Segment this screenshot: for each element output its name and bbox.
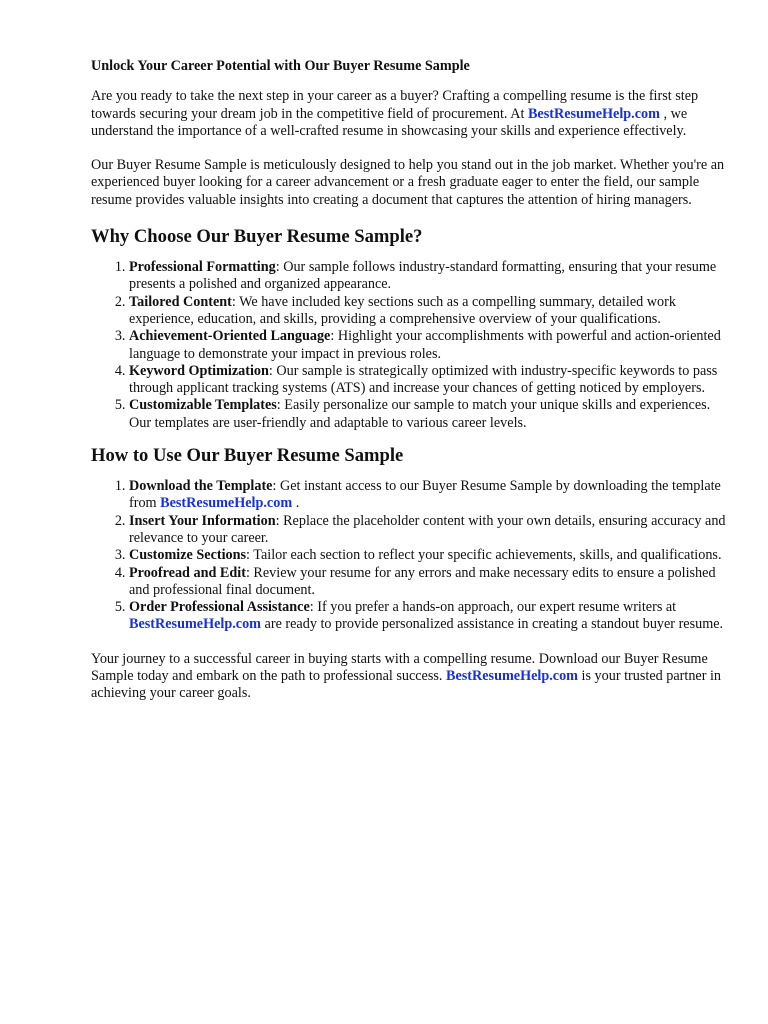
list-item bbox=[129, 294, 729, 329]
document-page bbox=[91, 58, 729, 703]
item-term: Keyword Optimization bbox=[129, 362, 269, 379]
item-term: Order Professional Assistance bbox=[129, 599, 310, 616]
site-link[interactable]: BestResumeHelp.com bbox=[160, 495, 293, 512]
item-term: Customizable Templates bbox=[129, 397, 277, 414]
item-term: Customize Sections bbox=[129, 547, 247, 564]
benefits-list bbox=[91, 259, 729, 432]
list-item bbox=[129, 397, 729, 432]
site-link[interactable]: BestResumeHelp.com bbox=[446, 668, 578, 685]
list-item bbox=[129, 478, 729, 513]
item-text-after: . bbox=[292, 495, 300, 512]
list-item bbox=[129, 363, 729, 398]
intro-text-1: Are you ready to take the next step in your career as a buyer? Crafting a compelling resume is the first step towards securing your dream job in the competitive field of procurement. At bbox=[91, 88, 699, 122]
item-term: Professional Formatting bbox=[129, 259, 276, 276]
item-text: : We have included key sections such as a compelling summary, detailed work experience, education, and skills, providing a comprehensive overview of your qualifications. bbox=[129, 293, 676, 327]
item-text: : Get instant access to our Buyer Resume Sample by downloading the template from bbox=[129, 478, 721, 512]
section-heading-how: How to Use Our Buyer Resume Sample bbox=[91, 445, 404, 467]
list-item bbox=[129, 328, 729, 363]
steps-list bbox=[91, 478, 729, 634]
list-item bbox=[129, 547, 729, 564]
closing-text-2: is your trusted partner in achieving your career goals. bbox=[91, 668, 722, 702]
item-term: Tailored Content bbox=[129, 293, 232, 310]
item-text: : Tailor each section to reflect your specific achievements, skills, and qualifications. bbox=[246, 547, 722, 564]
item-text: : Easily personalize our sample to match your unique skills and experiences. Our templates are user-friendly and adaptable to various career levels. bbox=[129, 397, 711, 431]
item-term: Insert Your Information bbox=[129, 512, 276, 529]
item-term: Proofread and Edit bbox=[129, 564, 246, 581]
item-text: : Our sample follows industry-standard formatting, ensuring that your resume presents a polished and organized appearance. bbox=[129, 259, 717, 293]
site-link[interactable]: BestResumeHelp.com bbox=[527, 105, 660, 122]
item-text: : Replace the placeholder content with your own details, ensuring accuracy and relevance to your career. bbox=[129, 512, 726, 546]
item-text: : If you prefer a hands-on approach, our expert resume writers at bbox=[309, 599, 677, 616]
list-item bbox=[129, 599, 729, 634]
closing-paragraph bbox=[91, 651, 729, 703]
item-text: : Review your resume for any errors and make necessary edits to ensure a polished and professional final document. bbox=[129, 564, 716, 598]
intro-text-2: , we understand the importance of a well-crafted resume in showcasing your skills and experience effectively. bbox=[91, 105, 688, 139]
list-item bbox=[129, 513, 729, 548]
list-item bbox=[129, 259, 729, 294]
site-link[interactable]: BestResumeHelp.com bbox=[129, 616, 261, 633]
list-item bbox=[129, 565, 729, 600]
item-text-after: are ready to provide personalized assistance in creating a standout buyer resume. bbox=[261, 616, 724, 633]
item-term: Achievement-Oriented Language bbox=[129, 328, 331, 345]
item-text: : Our sample is strategically optimized with industry-specific keywords to pass through applicant tracking systems (ATS) and increase your chances of getting noticed by employers. bbox=[129, 362, 718, 397]
item-term: Download the Template bbox=[129, 478, 273, 495]
intro-paragraph bbox=[91, 88, 729, 140]
document-title: Unlock Your Career Potential with Our Buyer Resume Sample bbox=[91, 58, 470, 74]
closing-text-1: Your journey to a successful career in buying starts with a compelling resume. Download our Buyer Resume Sample today and embark on the path to professional success. bbox=[91, 650, 708, 685]
description-paragraph: Our Buyer Resume Sample is meticulously designed to help you stand out in the job market. Whether you're an experienced buyer looking for a career advancement or a fresh graduate eager to enter the field, our sample resume provides valuable insights into creating a document that captures the attention of hiring managers. bbox=[91, 157, 725, 208]
section-heading-why: Why Choose Our Buyer Resume Sample? bbox=[91, 226, 423, 248]
item-text: : Highlight your accomplishments with powerful and action-oriented language to demonstrate your impact in previous roles. bbox=[129, 328, 721, 362]
